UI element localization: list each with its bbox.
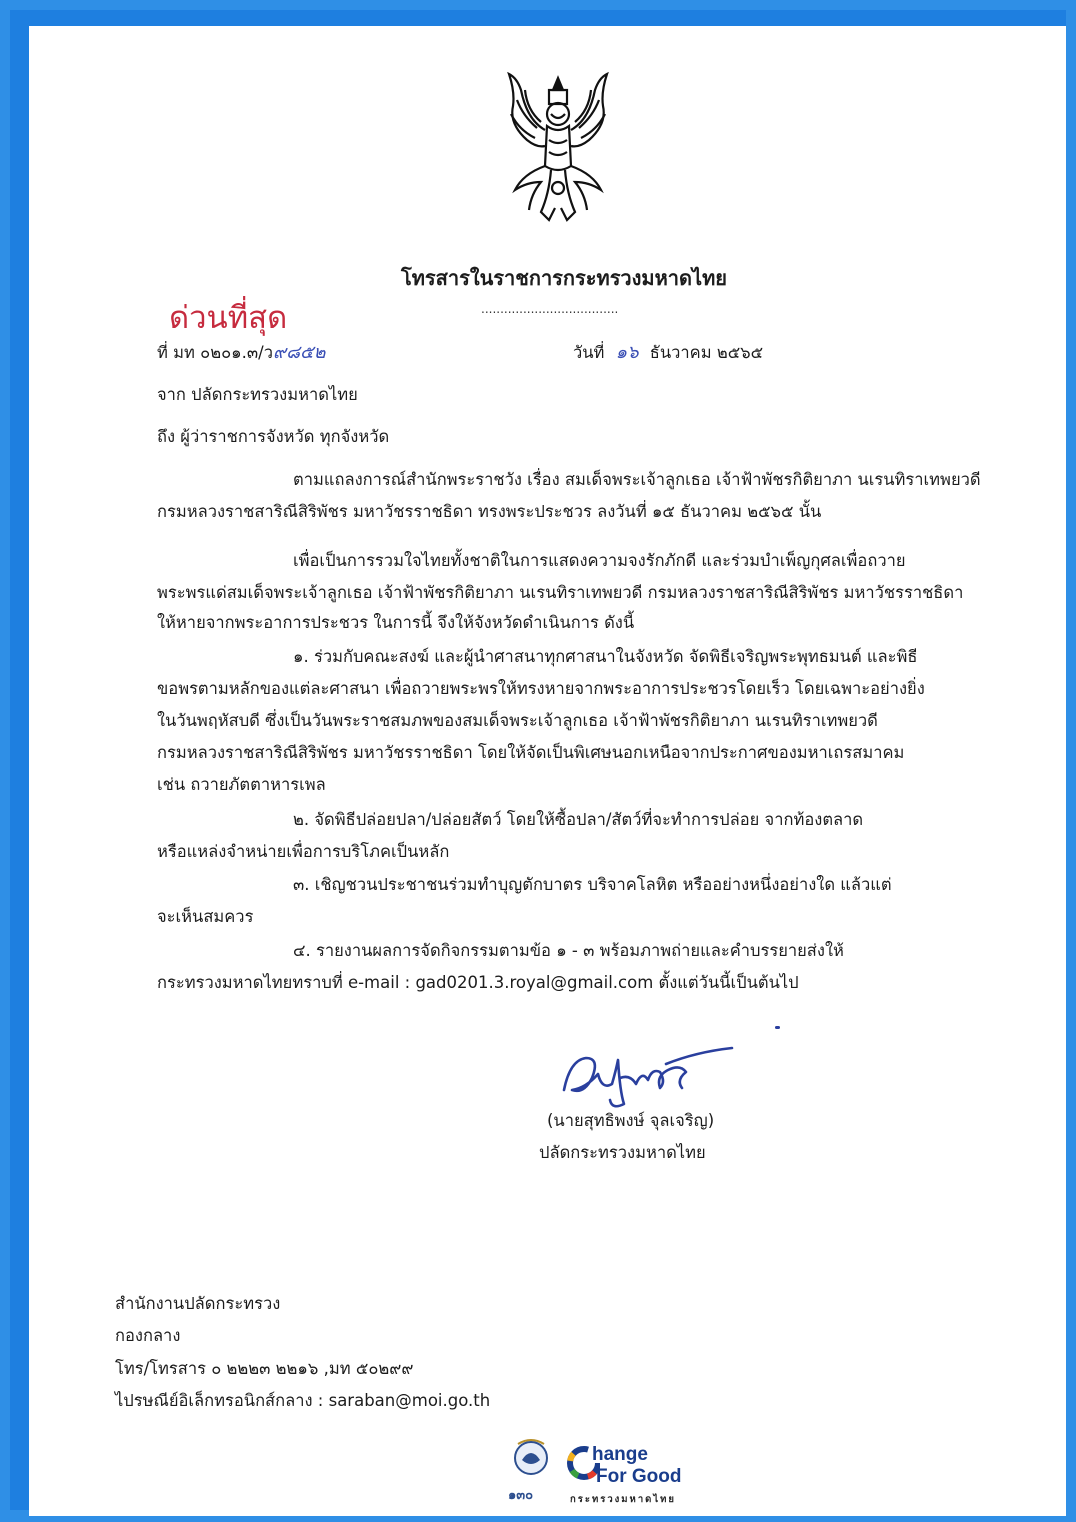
item-1-line-5: เช่น ถวายภัตตาหารเพล bbox=[157, 775, 326, 794]
paragraph-2-line-1: เพื่อเป็นการรวมใจไทยทั้งชาติในการแสดงความจงรักภักดี และร่วมบำเพ็ญกุศลเพื่อถวาย bbox=[293, 551, 906, 570]
handwritten-signature bbox=[556, 1030, 756, 1116]
campaign-line-2: For Good bbox=[596, 1466, 682, 1487]
to-line: ถึง ผู้ว่าราชการจังหวัด ทุกจังหวัด bbox=[157, 427, 390, 446]
date-day-handwritten: ๑๖ bbox=[615, 342, 639, 363]
garuda-emblem-icon bbox=[497, 70, 619, 228]
paragraph-1-line-2: กรมหลวงราชสาริณีสิริพัชร มหาวัชรราชธิดา ทรงพระประชวร ลงวันที่ ๑๕ ธันวาคม ๒๕๖๕ นั้น bbox=[157, 502, 822, 521]
campaign-line-1: hange bbox=[592, 1444, 648, 1465]
reference-number-handwritten: ๙๘๕๒ bbox=[272, 342, 326, 363]
title-dotted-line: .................................... bbox=[481, 302, 619, 316]
item-1-line-1: ๑. ร่วมกับคณะสงฆ์ และผู้นำศาสนาทุกศาสนาในจังหวัด จัดพิธีเจริญพระพุทธมนต์ และพิธี bbox=[293, 647, 918, 666]
item-1-line-4: กรมหลวงราชสาริณีสิริพัชร มหาวัชรราชธิดา โดยให้จัดเป็นพิเศษนอกเหนือจากประกาศของมหาเถรสมาคม bbox=[157, 743, 905, 762]
item-1-line-2: ขอพรตามหลักของแต่ละศาสนา เพื่อถวายพระพรให้ทรงหายจากพระอาการประชวรโดยเร็ว โดยเฉพาะอย่างยิ่ง bbox=[157, 679, 925, 698]
date-prefix: วันที่ bbox=[573, 343, 605, 362]
paragraph-2-line-2: พระพรแด่สมเด็จพระเจ้าลูกเธอ เจ้าฟ้าพัชรกิติยาภา นเรนทิราเทพยวดี กรมหลวงราชสาริณีสิริพัชร มหาวัชรราชธิดา bbox=[157, 583, 964, 602]
item-2-line-1: ๒. จัดพิธีปล่อยปลา/ปล่อยสัตว์ โดยให้ซื้อปลา/สัตว์ที่จะทำการปล่อย จากท้องตลาด bbox=[293, 810, 864, 829]
signer-position: ปลัดกระทรวงมหาดไทย bbox=[539, 1143, 706, 1162]
footer-email: ไปรษณีย์อิเล็กทรอนิกส์กลาง : saraban@moi.go.th bbox=[115, 1391, 491, 1410]
document-date bbox=[573, 342, 763, 364]
reference-number bbox=[157, 342, 326, 364]
campaign-ministry: กระทรวงมหาดไทย bbox=[570, 1494, 676, 1505]
footer-division: กองกลาง bbox=[115, 1326, 181, 1345]
paragraph-2-line-3: ให้หายจากพระอาการประชวร ในการนี้ จึงให้จังหวัดดำเนินการ ดังนี้ bbox=[157, 613, 635, 632]
footer-phone: โทร/โทรสาร ๐ ๒๒๒๓ ๒๒๑๖ ,มท ๕๐๒๙๙ bbox=[115, 1359, 414, 1378]
footer-office: สำนักงานปลัดกระทรวง bbox=[115, 1294, 281, 1313]
item-1-line-3: ในวันพฤหัสบดี ซึ่งเป็นวันพระราชสมภพของสมเด็จพระเจ้าลูกเธอ เจ้าฟ้าพัชรกิติยาภา นเรนทิราเทพยวดี bbox=[157, 711, 878, 730]
urgency-stamp: ด่วนที่สุด bbox=[169, 300, 288, 336]
from-line: จาก ปลัดกระทรวงมหาดไทย bbox=[157, 385, 358, 404]
signer-name: (นายสุทธิพงษ์ จุลเจริญ) bbox=[547, 1111, 715, 1130]
ink-dot bbox=[775, 1026, 780, 1029]
anniversary-emblem-icon bbox=[504, 1436, 558, 1488]
paragraph-1-line-1: ตามแถลงการณ์สำนักพระราชวัง เรื่อง สมเด็จพระเจ้าลูกเธอ เจ้าฟ้าพัชรกิติยาภา นเรนทิราเทพยวดี bbox=[293, 470, 981, 489]
page-border-frame bbox=[10, 10, 1066, 1510]
item-3-line-1: ๓. เชิญชวนประชาชนร่วมทำบุญตักบาตร บริจาคโลหิต หรืออย่างหนึ่งอย่างใด แล้วแต่ bbox=[293, 875, 892, 894]
item-3-line-2: จะเห็นสมควร bbox=[157, 907, 254, 926]
date-month-year: ธันวาคม ๒๕๖๕ bbox=[649, 343, 764, 362]
document-page bbox=[29, 26, 1066, 1516]
anniversary-number: ๑๓๐ bbox=[508, 1488, 534, 1503]
reference-prefix: ที่ มท ๐๒๐๑.๓/ว bbox=[157, 343, 273, 362]
document-title: โทรสารในราชการกระทรวงมหาดไทย bbox=[401, 266, 727, 290]
item-4-line-1: ๔. รายงานผลการจัดกิจกรรมตามข้อ ๑ - ๓ พร้อมภาพถ่ายและคำบรรยายส่งให้ bbox=[293, 941, 844, 960]
item-4-line-2: กระทรวงมหาดไทยทราบที่ e-mail : gad0201.3.royal@gmail.com ตั้งแต่วันนี้เป็นต้นไป bbox=[157, 973, 799, 992]
item-2-line-2: หรือแหล่งจำหน่ายเพื่อการบริโภคเป็นหลัก bbox=[157, 842, 450, 861]
footer-logos bbox=[504, 1436, 734, 1516]
